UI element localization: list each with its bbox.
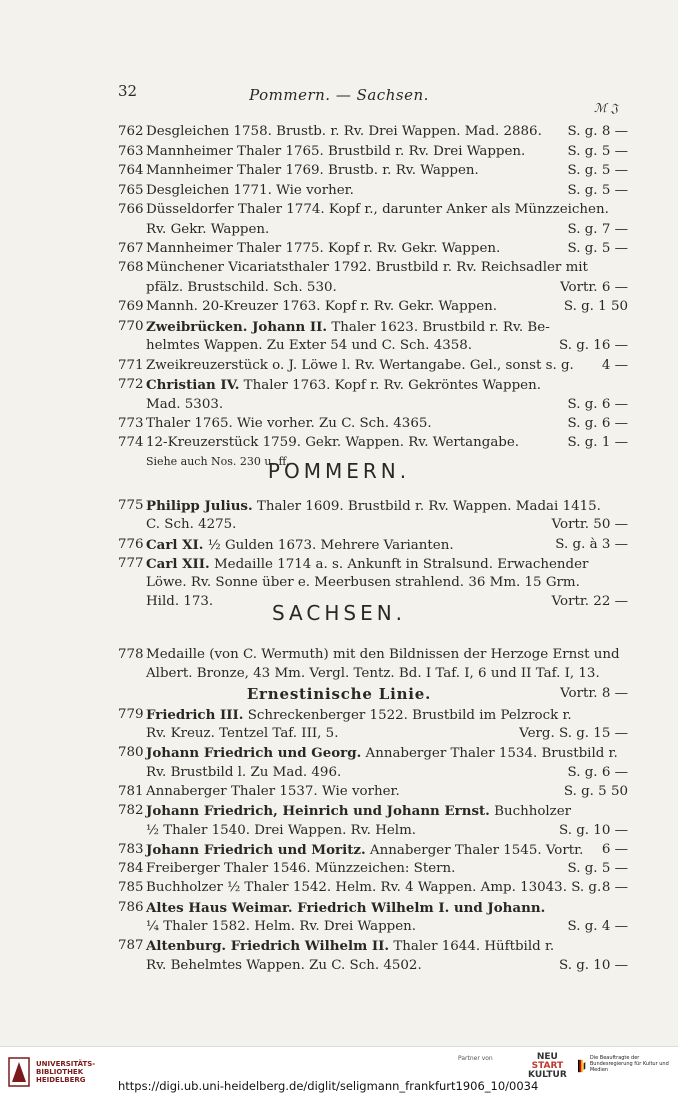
neustart-line-2: START bbox=[531, 1061, 564, 1071]
catalog-line bbox=[118, 356, 628, 376]
lot-description bbox=[146, 554, 588, 575]
lot-text: Albert. Bronze, 43 Mm. Vergl. Tentz. Bd. I Taf. I, 6 und II Taf. I, 13. bbox=[146, 666, 600, 681]
lot-heading: Johann Friedrich und Georg. bbox=[146, 745, 362, 761]
lot-description bbox=[146, 239, 500, 259]
catalog-line bbox=[118, 782, 628, 802]
page-number: 32 bbox=[118, 82, 138, 100]
lot-description bbox=[146, 375, 541, 396]
lot-heading: Philipp Julius. bbox=[146, 498, 253, 514]
lot-price: Vortr. 6 — bbox=[560, 280, 628, 295]
lot-text: Mad. 5303. bbox=[146, 397, 224, 412]
lot-description bbox=[146, 821, 416, 841]
lot-number: 774 bbox=[118, 435, 144, 450]
lot-text: Buchholzer ½ Thaler 1542. Helm. Rv. 4 Wappen. Amp. 13043. S. g. bbox=[146, 880, 602, 895]
lot-number: 767 bbox=[118, 241, 144, 256]
lot-price: 6 — bbox=[601, 842, 628, 857]
lot-description bbox=[146, 297, 497, 317]
catalog-line bbox=[118, 239, 628, 259]
lot-price: Verg. S. g. 15 — bbox=[519, 726, 628, 741]
lot-text: helmtes Wappen. Zu Exter 54 und C. Sch. 4358. bbox=[146, 338, 473, 353]
lot-description bbox=[146, 743, 618, 764]
catalog-line bbox=[118, 297, 628, 317]
lot-text: Schreckenberger 1522. Brustbild im Pelzrock r. bbox=[243, 708, 572, 723]
federal-eagle-icon bbox=[578, 1055, 586, 1077]
lot-heading: Altenburg. Friedrich Wilhelm II. bbox=[146, 938, 390, 954]
section-title-sachsen: SACHSEN. bbox=[271, 601, 407, 625]
lot-description bbox=[146, 782, 400, 802]
lot-text: Siehe auch Nos. 230 u. ff. bbox=[146, 455, 290, 468]
catalog-line bbox=[118, 515, 628, 535]
lot-description bbox=[146, 917, 416, 937]
lot-description bbox=[146, 258, 588, 278]
lot-price: S. g. 5 — bbox=[567, 861, 628, 876]
lot-number: 775 bbox=[118, 498, 144, 513]
lot-description bbox=[146, 181, 354, 201]
lot-price: S. g. 8 — bbox=[567, 124, 628, 139]
university-line-3: HEIDELBERG bbox=[36, 1076, 86, 1084]
catalog-line bbox=[118, 878, 628, 898]
lot-text: Zweikreuzerstück o. J. Löwe l. Rv. Wertangabe. Gel., sonst s. g. bbox=[146, 358, 574, 373]
lot-number: 777 bbox=[118, 556, 144, 571]
university-line-1: UNIVERSITÄTS- bbox=[36, 1060, 96, 1068]
lot-heading: Friedrich III. bbox=[146, 707, 244, 723]
lot-number: 769 bbox=[118, 299, 144, 314]
lot-description bbox=[146, 414, 432, 434]
catalog-line bbox=[118, 840, 628, 860]
catalog-line bbox=[118, 898, 628, 918]
running-head: Pommern. — Sachsen. bbox=[249, 86, 429, 104]
currency-header: ℳ 𝔍 bbox=[594, 101, 619, 115]
lot-description bbox=[146, 317, 550, 338]
lot-text: 12-Kreuzerstück 1759. Gekr. Wappen. Rv. Wertangabe. bbox=[146, 435, 520, 450]
catalog-line bbox=[118, 161, 628, 181]
lot-description bbox=[146, 898, 545, 919]
lot-number: 766 bbox=[118, 202, 144, 217]
lot-number: 784 bbox=[118, 861, 144, 876]
lot-text: Rv. Gekr. Wappen. bbox=[146, 222, 270, 237]
lot-text: Medaille (von C. Wermuth) mit den Bildnissen der Herzoge Ernst und bbox=[146, 647, 620, 662]
lot-text: Thaler 1763. Kopf r. Rv. Gekröntes Wappen. bbox=[239, 378, 541, 393]
lot-text: Freiberger Thaler 1546. Münzzeichen: Stern. bbox=[146, 861, 456, 876]
lot-heading: Altes Haus Weimar. Friedrich Wilhelm I. und Johann. bbox=[146, 900, 546, 916]
lot-description bbox=[146, 395, 223, 415]
lot-description bbox=[146, 336, 472, 356]
lot-description bbox=[146, 535, 454, 556]
lot-description bbox=[146, 763, 341, 783]
lot-number: 763 bbox=[118, 144, 144, 159]
catalog-line bbox=[118, 181, 628, 201]
lot-price: S. g. 5 — bbox=[567, 163, 628, 178]
lot-number: 771 bbox=[118, 358, 144, 373]
lot-number: 764 bbox=[118, 163, 144, 178]
neustart-line-3: KULTUR bbox=[528, 1070, 567, 1080]
lot-description bbox=[146, 161, 479, 181]
lot-price: S. g. 10 — bbox=[559, 823, 628, 838]
lot-price: S. g. 4 — bbox=[567, 919, 628, 934]
lot-text: Buchholzer bbox=[489, 804, 572, 819]
lot-price: S. g. 7 — bbox=[567, 222, 628, 237]
lot-text: ½ Gulden 1673. Mehrere Varianten. bbox=[203, 538, 454, 553]
university-seal-icon bbox=[8, 1057, 30, 1087]
lot-price: S. g. 5 — bbox=[567, 241, 628, 256]
lot-price: 4 — bbox=[601, 358, 628, 373]
lot-text: Medaille 1714 a. s. Ankunft in Stralsund. Erwachender bbox=[209, 557, 589, 572]
catalog-line bbox=[118, 258, 628, 278]
lot-text: Rv. Kreuz. Tentzel Taf. III, 5. bbox=[146, 726, 339, 741]
lot-text: Thaler 1609. Brustbild r. Rv. Wappen. Madai 1415. bbox=[252, 499, 601, 514]
lot-price: S. g. 5 — bbox=[567, 144, 628, 159]
lot-text: Thaler 1623. Brustbild r. Rv. Be- bbox=[327, 320, 550, 335]
lot-description bbox=[146, 724, 338, 744]
lot-description bbox=[146, 936, 554, 957]
lot-description bbox=[146, 433, 519, 453]
lot-number: 778 bbox=[118, 647, 144, 662]
university-line-2: BIBLIOTHEK bbox=[36, 1068, 84, 1076]
lot-description bbox=[146, 645, 620, 665]
lot-number: 772 bbox=[118, 377, 144, 392]
lot-number: 787 bbox=[118, 938, 144, 953]
catalog-line bbox=[118, 433, 628, 453]
lot-text: Münchener Vicariatsthaler 1792. Brustbild r. Rv. Reichsadler mit bbox=[146, 260, 588, 275]
catalog-line bbox=[118, 395, 628, 415]
lot-text: Mannheimer Thaler 1775. Kopf r. Rv. Gekr. Wappen. bbox=[146, 241, 501, 256]
catalog-line bbox=[118, 573, 628, 593]
lot-price: S. g. 5 50 bbox=[563, 784, 628, 799]
federal-commissioner-text: Die Beauftragte der Bundesregierung für Kultur und Medien bbox=[589, 1055, 669, 1073]
catalog-line bbox=[118, 705, 628, 725]
lot-text: ¼ Thaler 1582. Helm. Rv. Drei Wappen. bbox=[146, 919, 417, 934]
catalog-line bbox=[118, 936, 628, 956]
lot-price: S. g. 6 — bbox=[567, 397, 628, 412]
catalog-line bbox=[118, 496, 628, 516]
lot-price: S. g. 6 — bbox=[567, 416, 628, 431]
catalog-line bbox=[118, 336, 628, 356]
catalog-line bbox=[118, 763, 628, 783]
catalog-line bbox=[118, 664, 628, 684]
federal-commissioner-logo[interactable] bbox=[578, 1055, 674, 1077]
lot-text: Rv. Brustbild l. Zu Mad. 496. bbox=[146, 765, 342, 780]
lot-number: 785 bbox=[118, 880, 144, 895]
lot-number: 776 bbox=[118, 537, 144, 552]
lot-text: Mannh. 20-Kreuzer 1763. Kopf r. Rv. Gekr. Wappen. bbox=[146, 299, 498, 314]
catalog-line bbox=[118, 724, 628, 744]
catalog-line bbox=[118, 743, 628, 763]
catalog-line bbox=[118, 859, 628, 879]
catalog-line bbox=[118, 535, 628, 555]
catalog-line bbox=[118, 554, 628, 574]
lot-price: S. g. à 3 — bbox=[555, 537, 628, 552]
lot-text: Thaler 1765. Wie vorher. Zu C. Sch. 4365. bbox=[146, 416, 432, 431]
lot-number: 762 bbox=[118, 124, 144, 139]
lot-text: Annaberger Thaler 1545. Vortr. bbox=[365, 843, 584, 858]
lot-text: Desgleichen 1758. Brustb. r. Rv. Drei Wappen. Mad. 2886. bbox=[146, 124, 542, 139]
document-url-link[interactable]: https://digi.ub.uni-heidelberg.de/diglit/seligmann_frankfurt1906_10/0034 bbox=[118, 1079, 539, 1093]
neustart-kultur-logo[interactable] bbox=[528, 1053, 567, 1080]
catalog-line bbox=[118, 375, 628, 395]
catalog-line bbox=[118, 414, 628, 434]
lot-description bbox=[146, 200, 609, 220]
lot-description bbox=[146, 356, 574, 376]
catalog-line bbox=[118, 200, 628, 220]
catalog-line bbox=[118, 917, 628, 937]
lot-number: 782 bbox=[118, 803, 144, 818]
catalog-line bbox=[118, 122, 628, 142]
neustart-line-1: NEU bbox=[536, 1052, 558, 1062]
catalog-line bbox=[118, 801, 628, 821]
lot-text: Annaberger Thaler 1537. Wie vorher. bbox=[146, 784, 400, 799]
lot-price: S. g. 6 — bbox=[567, 765, 628, 780]
lot-text: C. Sch. 4275. bbox=[146, 517, 237, 532]
lot-price: S. g. 1 — bbox=[567, 435, 628, 450]
lot-number: 770 bbox=[118, 319, 144, 334]
subsection-title-ernestinische: Ernestinische Linie. bbox=[246, 685, 432, 703]
catalog-line bbox=[118, 821, 628, 841]
lot-description bbox=[146, 859, 455, 879]
lot-heading: Carl XI. bbox=[146, 537, 204, 553]
lot-number: 780 bbox=[118, 745, 144, 760]
lot-heading: Zweibrücken. Johann II. bbox=[146, 319, 328, 335]
lot-price: 8 — bbox=[601, 880, 628, 895]
lot-number: 773 bbox=[118, 416, 144, 431]
lot-heading: Carl XII. bbox=[146, 556, 210, 572]
lot-price: S. g. 5 — bbox=[567, 183, 628, 198]
lot-description bbox=[146, 573, 580, 593]
lot-description bbox=[146, 705, 572, 726]
lot-description bbox=[146, 956, 422, 976]
lot-heading: Johann Friedrich und Moritz. bbox=[146, 842, 366, 858]
lot-text: Annaberger Thaler 1534. Brustbild r. bbox=[361, 746, 618, 761]
lot-number: 783 bbox=[118, 842, 144, 857]
lot-price: S. g. 1 50 bbox=[563, 299, 628, 314]
lot-price: S. g. 16 — bbox=[559, 338, 628, 353]
lot-number: 781 bbox=[118, 784, 144, 799]
catalog-line bbox=[118, 645, 628, 665]
lot-text: Düsseldorfer Thaler 1774. Kopf r., darunter Anker als Münzzeichen. bbox=[146, 202, 609, 217]
lot-text: Hild. 173. bbox=[146, 594, 214, 609]
lot-price: Vortr. 50 — bbox=[551, 517, 628, 532]
lot-text: Rv. Behelmtes Wappen. Zu C. Sch. 4502. bbox=[146, 958, 422, 973]
lot-description bbox=[146, 878, 601, 898]
university-logo[interactable] bbox=[8, 1057, 95, 1087]
section-title-pommern: POMMERN. bbox=[267, 459, 411, 483]
lot-description bbox=[146, 515, 236, 535]
lot-number: 786 bbox=[118, 900, 144, 915]
catalog-line bbox=[118, 956, 628, 976]
catalog-line bbox=[118, 220, 628, 240]
lot-description bbox=[146, 801, 571, 822]
lot-text: pfälz. Brustschild. Sch. 530. bbox=[146, 280, 337, 295]
lot-text: ½ Thaler 1540. Drei Wappen. Rv. Helm. bbox=[146, 823, 417, 838]
lot-number: 768 bbox=[118, 260, 144, 275]
lot-heading: Johann Friedrich, Heinrich und Johann Ernst. bbox=[146, 803, 490, 819]
lot-description bbox=[146, 122, 542, 142]
catalog-line bbox=[118, 317, 628, 337]
viewer-footer bbox=[0, 1046, 678, 1098]
catalog-line bbox=[118, 278, 628, 298]
lot-text: Löwe. Rv. Sonne über e. Meerbusen strahlend. 36 Mm. 15 Grm. bbox=[146, 575, 580, 590]
lot-number: 779 bbox=[118, 707, 144, 722]
lot-price: Vortr. 8 — bbox=[560, 686, 628, 701]
lot-description bbox=[146, 278, 337, 298]
lot-heading: Christian IV. bbox=[146, 377, 240, 393]
lot-text: Mannheimer Thaler 1769. Brustb. r. Rv. Wappen. bbox=[146, 163, 479, 178]
lot-description bbox=[146, 496, 601, 517]
lot-description bbox=[146, 664, 600, 684]
lot-description bbox=[146, 840, 583, 861]
lot-description bbox=[146, 142, 525, 162]
lot-text: Thaler 1644. Hüftbild r. bbox=[389, 939, 555, 954]
lot-number: 765 bbox=[118, 183, 144, 198]
lot-description bbox=[146, 220, 269, 240]
catalog-line bbox=[118, 142, 628, 162]
lot-price: Vortr. 22 — bbox=[551, 594, 628, 609]
partner-label: Partner von bbox=[458, 1055, 493, 1062]
lot-price: S. g. 10 — bbox=[559, 958, 628, 973]
lot-text: Desgleichen 1771. Wie vorher. bbox=[146, 183, 354, 198]
lot-text: Mannheimer Thaler 1765. Brustbild r. Rv. Drei Wappen. bbox=[146, 144, 526, 159]
